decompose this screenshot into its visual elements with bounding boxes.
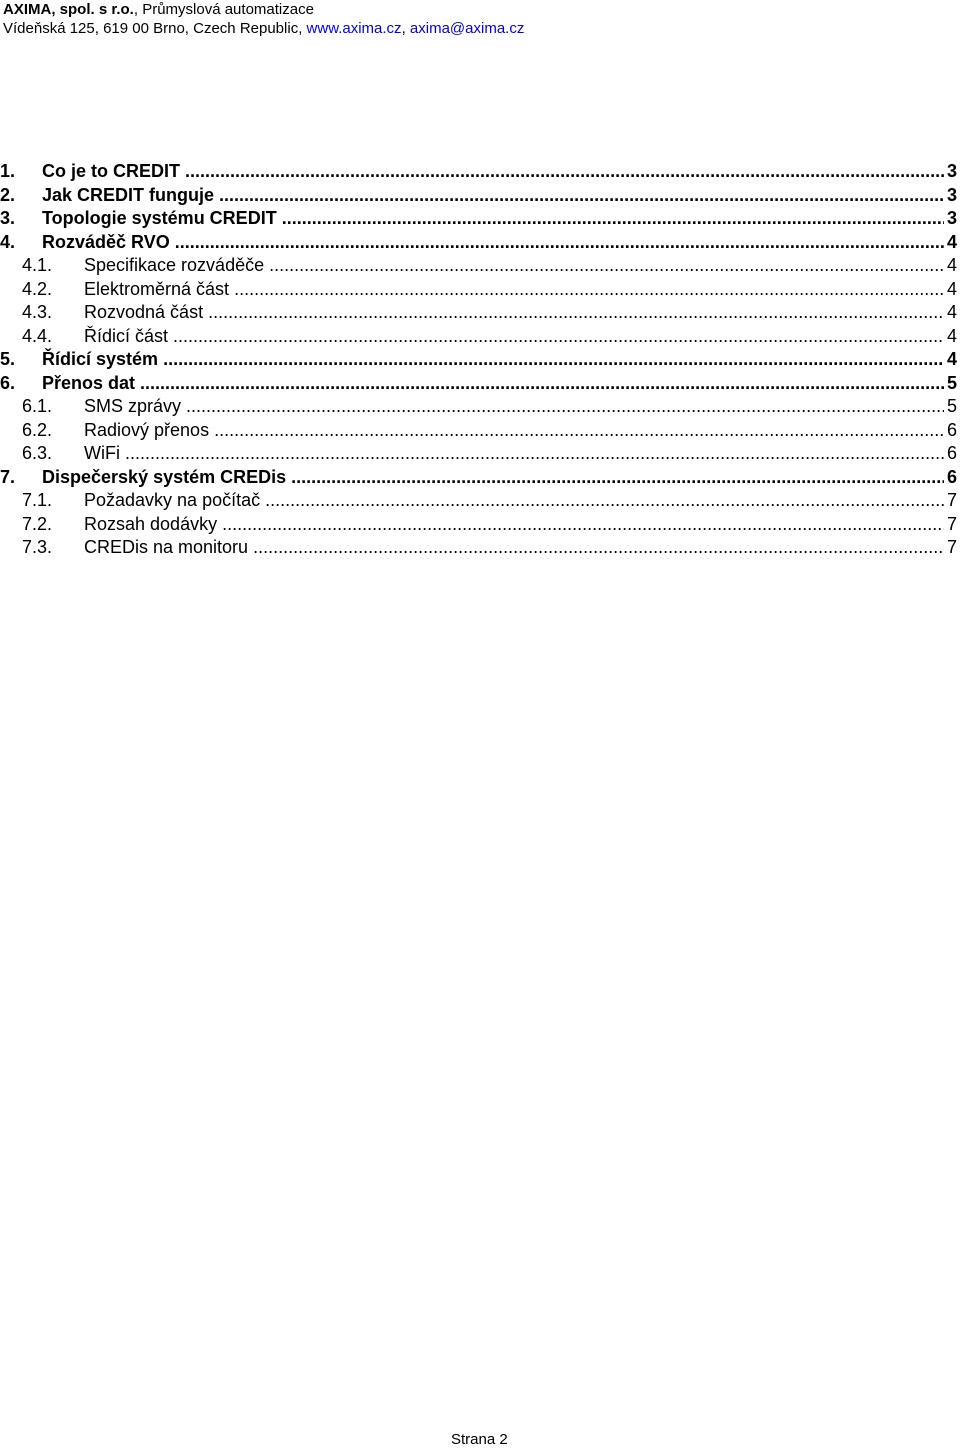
toc-entry[interactable]	[0, 395, 960, 419]
toc-entry-number: 7.2.	[22, 513, 53, 534]
page-header	[3, 0, 524, 38]
toc-entry-page: 4	[946, 254, 957, 278]
toc-entry[interactable]	[0, 301, 960, 325]
toc-entry-page: 3	[946, 184, 957, 208]
toc-entry[interactable]	[0, 278, 960, 302]
toc-entry-number: 7.3.	[22, 537, 53, 557]
toc-entry-title: WiFi .....	[84, 442, 944, 466]
toc-entry-number: 6.2.	[22, 419, 53, 440]
toc-entry-number: 6.3.	[22, 443, 53, 463]
toc-entry[interactable]	[0, 419, 960, 443]
toc-entry-number: 6.1.	[22, 396, 53, 416]
toc-entry-page: 5	[946, 372, 957, 396]
toc-entry-title: Rozsah dodávky .....	[84, 513, 944, 537]
toc-entry-number: 4.	[0, 231, 16, 252]
toc-entry-page: 7	[946, 536, 957, 560]
toc-entry-page: 7	[946, 489, 957, 513]
toc-entry-title: Dispečerský systém CREDis .....	[42, 466, 944, 490]
toc-entry-title: Co je to CREDIT .....	[42, 160, 944, 184]
toc-entry-number: 2.	[0, 184, 16, 205]
toc-entry[interactable]	[0, 348, 960, 372]
toc-entry-title: Elektroměrná část .....	[84, 278, 944, 302]
toc-entry-page: 4	[946, 301, 957, 325]
toc-entry-number: 7.	[0, 466, 16, 487]
toc-entry-title: SMS zprávy .....	[84, 395, 944, 419]
toc-entry-title: Řídicí systém .....	[42, 348, 944, 372]
address-line	[3, 19, 524, 38]
toc-entry-page: 7	[946, 513, 957, 537]
company-line	[3, 0, 524, 19]
toc-entry-page: 4	[946, 325, 957, 349]
toc-entry-page: 4	[946, 278, 957, 302]
toc-entry[interactable]	[0, 325, 960, 349]
toc-entry-number: 5.	[0, 349, 16, 369]
page-number: Strana 2	[451, 1431, 508, 1448]
toc-entry[interactable]	[0, 489, 960, 513]
company-description: , Průmyslová automatizace	[133, 1, 314, 18]
toc-entry-number: 4.4.	[22, 325, 53, 346]
toc-entry-title: Přenos dat .....	[42, 372, 944, 396]
toc-entry-title: Požadavky na počítač .....	[84, 489, 944, 513]
website-link[interactable]: www.axima.cz	[306, 20, 402, 37]
toc-entry-number: 4.2.	[22, 278, 53, 299]
toc-entry-title: CREDis na monitoru .....	[84, 536, 944, 560]
toc-entry[interactable]	[0, 207, 960, 231]
toc-entry-title: Řídicí část .....	[84, 325, 944, 349]
toc-entry-page: 4	[946, 231, 957, 255]
toc-entry[interactable]	[0, 466, 960, 490]
toc-entry-number: 6.	[0, 372, 16, 393]
toc-entry-number: 3.	[0, 208, 16, 228]
company-address: Vídeňská 125, 619 00 Brno, Czech Republic,	[3, 20, 307, 37]
toc-entry-number: 7.1.	[22, 490, 53, 510]
email-link[interactable]: axima@axima.cz	[409, 20, 525, 37]
toc-entry-title: Radiový přenos .....	[84, 419, 944, 443]
toc-entry[interactable]	[0, 254, 960, 278]
toc-entry[interactable]	[0, 231, 960, 255]
toc-entry-title: Topologie systému CREDIT .....	[42, 207, 944, 231]
company-name: AXIMA, spol. s r.o.	[3, 1, 134, 18]
toc-entry-page: 6	[946, 442, 957, 466]
toc-entry[interactable]	[0, 513, 960, 537]
toc-entry-page: 3	[946, 207, 957, 231]
toc-entry-page: 6	[946, 466, 957, 490]
toc-entry-title: Jak CREDIT funguje .....	[42, 184, 944, 208]
table-of-contents	[0, 160, 960, 560]
toc-entry[interactable]	[0, 536, 960, 560]
toc-entry-title: Specifikace rozváděče .....	[84, 254, 944, 278]
toc-entry-page: 4	[946, 348, 957, 372]
toc-entry-page: 3	[946, 160, 957, 184]
toc-entry-title: Rozváděč RVO .....	[42, 231, 944, 255]
toc-entry[interactable]	[0, 372, 960, 396]
toc-entry-title: Rozvodná část .....	[84, 301, 944, 325]
toc-entry[interactable]	[0, 184, 960, 208]
toc-entry[interactable]	[0, 442, 960, 466]
toc-entry-number: 4.1.	[22, 255, 53, 275]
toc-entry-page: 5	[946, 395, 957, 419]
toc-entry-page: 6	[946, 419, 957, 443]
separator: ,	[401, 20, 410, 37]
toc-entry-number: 4.3.	[22, 302, 53, 322]
toc-entry-number: 1.	[0, 161, 16, 181]
toc-entry[interactable]	[0, 160, 960, 184]
